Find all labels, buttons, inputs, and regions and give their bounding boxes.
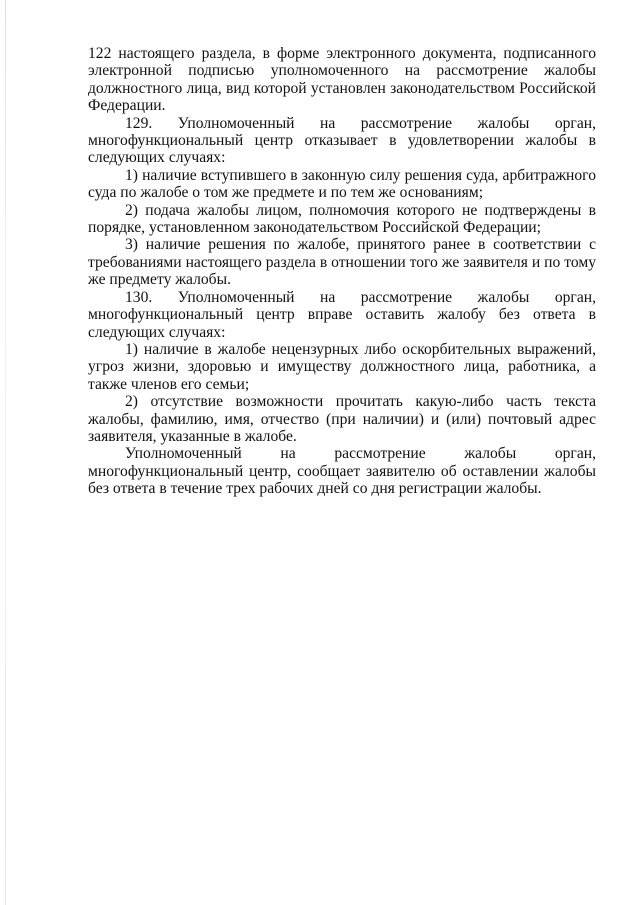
paragraph-129-item-3: 3) наличие решения по жалобе, принятого ранее в соответствии с требованиями настоящего раздела в отношении того же заявителя и по тому же предмету жалобы. — [88, 236, 596, 289]
paragraph-continuation: 122 настоящего раздела, в форме электронного документа, подписанного электронной подписью уполномоченного на рассмотрение жалобы должностного лица, вид которой установлен законодательством Российской Федерации. — [88, 45, 596, 115]
document-body — [88, 45, 596, 498]
paragraph-129-item-1: 1) наличие вступившего в законную силу решения суда, арбитражного суда по жалобе о том же предмете и по тем же основаниям; — [88, 166, 596, 202]
paragraph-129-item-2: 2) подача жалобы лицом, полномочия которого не подтверждены в порядке, установленном законодательством Российской Федерации; — [88, 201, 596, 237]
paragraph-130-item-1: 1) наличие в жалобе нецензурных либо оскорбительных выражений, угроз жизни, здоровью и имуществу должностного лица, работника, а также членов его семьи; — [88, 340, 596, 393]
paragraph-129: 129. Уполномоченный на рассмотрение жалобы орган, многофункциональный центр отказывает в удовлетворении жалобы в следующих случаях: — [88, 114, 596, 167]
paragraph-notification: Уполномоченный на рассмотрение жалобы орган, многофункциональный центр, сообщает заявителю об оставлении жалобы без ответа в течение трех рабочих дней со дня регистрации жалобы. — [88, 445, 596, 498]
paragraph-130: 130. Уполномоченный на рассмотрение жалобы орган, многофункциональный центр вправе оставить жалобу без ответа в следующих случаях: — [88, 288, 596, 341]
paragraph-130-item-2: 2) отсутствие возможности прочитать какую-либо часть текста жалобы, фамилию, имя, отчество (при наличии) и (или) почтовый адрес заявителя, указанные в жалобе. — [88, 393, 596, 445]
scan-edge-line — [5, 0, 6, 905]
